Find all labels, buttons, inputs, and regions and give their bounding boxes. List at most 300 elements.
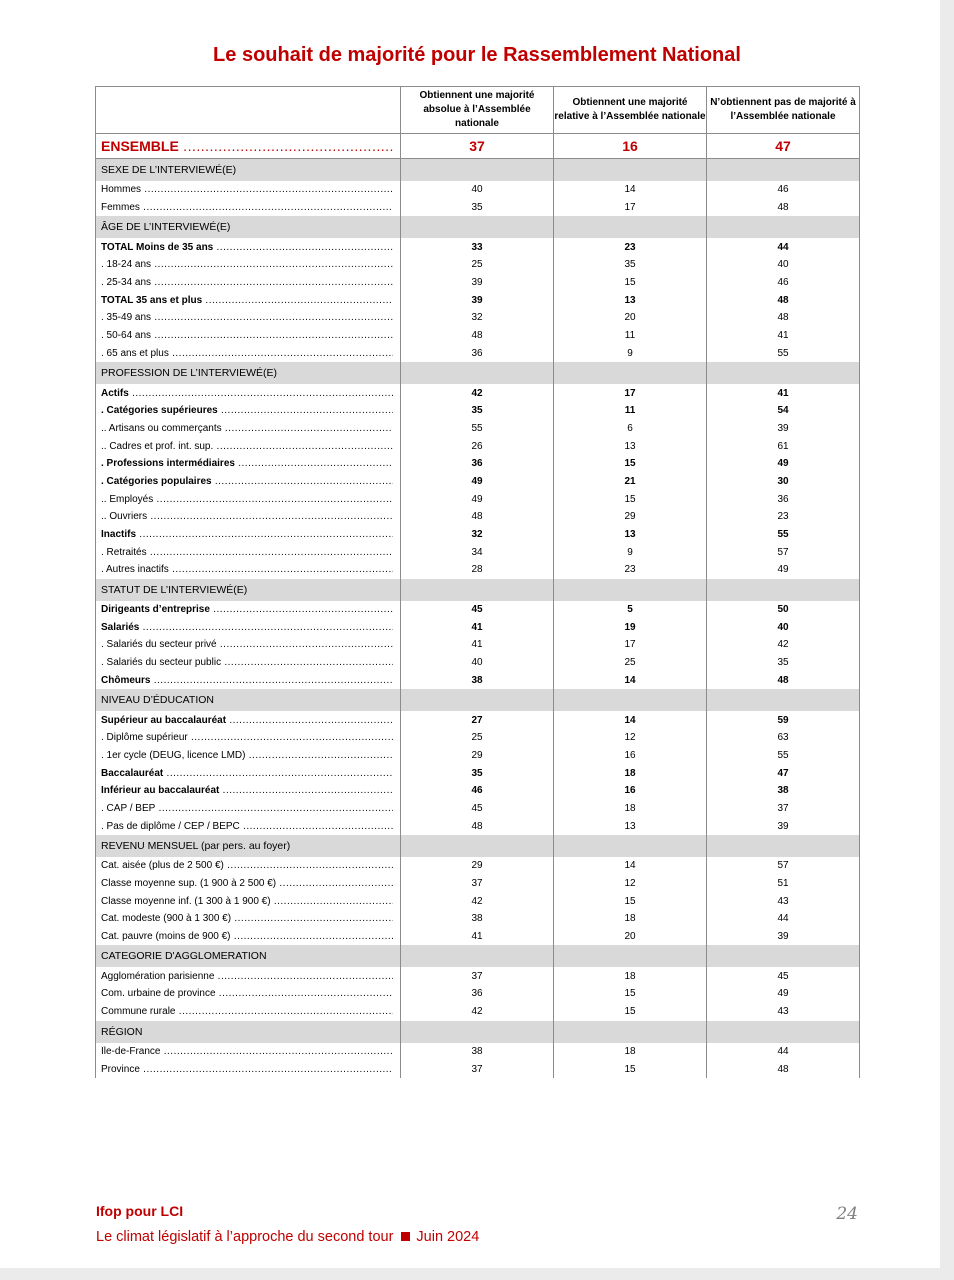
value-cell: 25	[401, 256, 554, 274]
value-cell: 13	[554, 437, 707, 455]
value-cell: 29	[401, 747, 554, 765]
value-cell: 47	[707, 134, 860, 159]
value-cell: 14	[554, 857, 707, 875]
value-cell: 16	[554, 782, 707, 800]
table-row	[96, 711, 860, 729]
value-cell: 48	[707, 672, 860, 690]
row-label	[96, 729, 401, 747]
value-cell: 14	[554, 711, 707, 729]
value-cell: 11	[554, 402, 707, 420]
section-empty-cell	[554, 1021, 707, 1043]
section-empty-cell	[707, 362, 860, 384]
row-label	[96, 817, 401, 835]
value-cell: 46	[707, 181, 860, 199]
section-label-text: RÉGION	[101, 1025, 143, 1038]
value-cell: 48	[707, 199, 860, 217]
section-empty-cell	[554, 362, 707, 384]
table-row	[96, 309, 860, 327]
row-label-text: .. Ouvriers .....	[101, 511, 393, 522]
row-label	[96, 526, 401, 544]
value-cell: 9	[554, 345, 707, 363]
section-label	[96, 216, 401, 238]
row-label	[96, 875, 401, 893]
value-cell: 38	[401, 1043, 554, 1061]
page-number: 24	[836, 1204, 858, 1224]
value-cell: 43	[707, 892, 860, 910]
row-label-text: Agglomération parisienne .....	[101, 971, 393, 982]
section-empty-cell	[707, 945, 860, 967]
row-label	[96, 437, 401, 455]
row-label-text: TOTAL 35 ans et plus .....	[101, 295, 393, 306]
table-row	[96, 543, 860, 561]
table-row	[96, 327, 860, 345]
value-cell: 18	[554, 800, 707, 818]
value-cell: 55	[401, 420, 554, 438]
value-cell: 18	[554, 910, 707, 928]
value-cell: 15	[554, 1003, 707, 1021]
section-label-text: ÂGE DE L’INTERVIEWÉ(E)	[101, 221, 231, 234]
row-label	[96, 256, 401, 274]
value-cell: 42	[401, 384, 554, 402]
row-label-text: Cat. aisée (plus de 2 500 €) .....	[101, 860, 393, 871]
section-empty-cell	[401, 159, 554, 182]
row-label	[96, 1043, 401, 1061]
footer-subtitle-line	[96, 1229, 479, 1245]
table-row	[96, 747, 860, 765]
section-empty-cell	[554, 835, 707, 857]
section-header-row	[96, 362, 860, 384]
value-cell: 36	[401, 345, 554, 363]
value-cell: 35	[401, 199, 554, 217]
row-label-text: . Catégories populaires .....	[101, 476, 393, 487]
row-label-text: Cat. modeste (900 à 1 300 €) .....	[101, 913, 393, 924]
value-cell: 13	[554, 526, 707, 544]
row-label	[96, 420, 401, 438]
value-cell: 48	[707, 309, 860, 327]
value-cell: 46	[707, 274, 860, 292]
footer-subtitle: Le climat législatif à l’approche du second tour	[96, 1229, 394, 1245]
row-label	[96, 672, 401, 690]
table-row	[96, 181, 860, 199]
value-cell: 40	[401, 181, 554, 199]
column-header-no-majority: N’obtiennent pas de majorité à l’Assemblée nationale	[707, 87, 860, 134]
value-cell: 23	[554, 561, 707, 579]
row-label-text: Salariés .....	[101, 622, 393, 633]
table-row	[96, 345, 860, 363]
value-cell: 36	[401, 985, 554, 1003]
value-cell: 23	[707, 508, 860, 526]
value-cell: 44	[707, 238, 860, 256]
row-label	[96, 490, 401, 508]
row-label-text: . 65 ans et plus .....	[101, 348, 393, 359]
row-label	[96, 291, 401, 309]
section-empty-cell	[401, 1021, 554, 1043]
row-label-text: Commune rurale .....	[101, 1006, 393, 1017]
value-cell: 49	[707, 455, 860, 473]
section-label	[96, 945, 401, 967]
value-cell: 61	[707, 437, 860, 455]
row-label	[96, 928, 401, 946]
value-cell: 63	[707, 729, 860, 747]
value-cell: 26	[401, 437, 554, 455]
row-label	[96, 800, 401, 818]
table-row	[96, 291, 860, 309]
header-corner-cell	[96, 87, 401, 134]
section-empty-cell	[707, 159, 860, 182]
section-header-row	[96, 216, 860, 238]
row-label	[96, 274, 401, 292]
value-cell: 59	[707, 711, 860, 729]
section-label-text: NIVEAU D’ÉDUCATION	[101, 694, 214, 707]
row-label	[96, 402, 401, 420]
value-cell: 48	[401, 327, 554, 345]
section-empty-cell	[401, 689, 554, 711]
table-row	[96, 800, 860, 818]
value-cell: 20	[554, 928, 707, 946]
section-empty-cell	[401, 216, 554, 238]
value-cell: 45	[401, 800, 554, 818]
value-cell: 37	[707, 800, 860, 818]
table-row	[96, 817, 860, 835]
section-header-row	[96, 689, 860, 711]
ensemble-row	[96, 134, 860, 159]
row-label	[96, 857, 401, 875]
row-label-text: Supérieur au baccalauréat .....	[101, 715, 393, 726]
value-cell: 49	[401, 490, 554, 508]
value-cell: 35	[707, 654, 860, 672]
value-cell: 44	[707, 910, 860, 928]
value-cell: 19	[554, 618, 707, 636]
section-empty-cell	[554, 945, 707, 967]
section-empty-cell	[707, 579, 860, 601]
row-label	[96, 199, 401, 217]
value-cell: 37	[401, 134, 554, 159]
row-label	[96, 636, 401, 654]
row-label-text: Actifs .....	[101, 388, 393, 399]
table-row	[96, 490, 860, 508]
row-label	[96, 473, 401, 491]
value-cell: 18	[554, 1043, 707, 1061]
row-label-text: Classe moyenne inf. (1 300 à 1 900 €) .....	[101, 896, 393, 907]
row-label-text: . Diplôme supérieur .....	[101, 732, 393, 743]
value-cell: 33	[401, 238, 554, 256]
value-cell: 51	[707, 875, 860, 893]
value-cell: 47	[707, 764, 860, 782]
value-cell: 41	[707, 327, 860, 345]
value-cell: 40	[707, 618, 860, 636]
table-row	[96, 402, 860, 420]
section-empty-cell	[707, 1021, 860, 1043]
row-label-text: Île-de-France .....	[101, 1046, 393, 1057]
value-cell: 35	[401, 402, 554, 420]
value-cell: 48	[707, 1060, 860, 1078]
value-cell: 17	[554, 199, 707, 217]
value-cell: 15	[554, 1060, 707, 1078]
row-label-text: Femmes .....	[101, 202, 393, 213]
row-label	[96, 967, 401, 985]
value-cell: 16	[554, 134, 707, 159]
table-header-row	[96, 87, 860, 134]
value-cell: 34	[401, 543, 554, 561]
row-label-text: Baccalauréat .....	[101, 768, 393, 779]
section-empty-cell	[401, 362, 554, 384]
row-label	[96, 892, 401, 910]
table-row	[96, 985, 860, 1003]
row-label	[96, 985, 401, 1003]
table-row	[96, 1003, 860, 1021]
section-header-row	[96, 1021, 860, 1043]
table-row	[96, 601, 860, 619]
value-cell: 25	[401, 729, 554, 747]
value-cell: 14	[554, 181, 707, 199]
section-empty-cell	[401, 945, 554, 967]
results-table	[95, 86, 860, 1078]
section-empty-cell	[401, 579, 554, 601]
section-label	[96, 579, 401, 601]
row-label	[96, 134, 401, 159]
row-label-text: .. Cadres et prof. int. sup. .....	[101, 441, 393, 452]
table-row	[96, 238, 860, 256]
section-header-row	[96, 579, 860, 601]
table-row	[96, 508, 860, 526]
value-cell: 45	[401, 601, 554, 619]
row-label-text: Chômeurs .....	[101, 675, 393, 686]
row-label	[96, 654, 401, 672]
row-label-text: . 35-49 ans .....	[101, 312, 393, 323]
value-cell: 13	[554, 817, 707, 835]
row-label-text: . 1er cycle (DEUG, licence LMD) .....	[101, 750, 393, 761]
value-cell: 29	[401, 857, 554, 875]
table-row	[96, 928, 860, 946]
value-cell: 45	[707, 967, 860, 985]
row-label-text: Classe moyenne sup. (1 900 à 2 500 €) .....	[101, 878, 393, 889]
value-cell: 9	[554, 543, 707, 561]
value-cell: 50	[707, 601, 860, 619]
row-label-text: Hommes .....	[101, 184, 393, 195]
section-empty-cell	[554, 159, 707, 182]
table-row	[96, 672, 860, 690]
value-cell: 41	[401, 636, 554, 654]
value-cell: 42	[401, 1003, 554, 1021]
value-cell: 57	[707, 857, 860, 875]
value-cell: 38	[401, 910, 554, 928]
row-label-text: ENSEMBLE .....	[101, 138, 393, 154]
value-cell: 43	[707, 1003, 860, 1021]
value-cell: 48	[707, 291, 860, 309]
square-bullet-icon	[401, 1232, 410, 1241]
row-label	[96, 711, 401, 729]
value-cell: 46	[401, 782, 554, 800]
value-cell: 27	[401, 711, 554, 729]
section-label	[96, 159, 401, 182]
table-row	[96, 857, 860, 875]
row-label	[96, 345, 401, 363]
value-cell: 41	[401, 928, 554, 946]
row-label-text: . 50-64 ans .....	[101, 330, 393, 341]
section-label-text: PROFESSION DE L’INTERVIEWÉ(E)	[101, 367, 278, 380]
section-empty-cell	[707, 216, 860, 238]
row-label-text: Province .....	[101, 1064, 393, 1075]
row-label-text: Cat. pauvre (moins de 900 €) .....	[101, 931, 393, 942]
value-cell: 15	[554, 490, 707, 508]
value-cell: 6	[554, 420, 707, 438]
value-cell: 36	[707, 490, 860, 508]
row-label	[96, 1060, 401, 1078]
row-label-text: . Salariés du secteur public .....	[101, 657, 393, 668]
section-empty-cell	[554, 216, 707, 238]
table-row	[96, 910, 860, 928]
value-cell: 32	[401, 526, 554, 544]
value-cell: 41	[707, 384, 860, 402]
value-cell: 48	[401, 508, 554, 526]
row-label-text: . Autres inactifs .....	[101, 564, 393, 575]
row-label	[96, 238, 401, 256]
value-cell: 41	[401, 618, 554, 636]
value-cell: 13	[554, 291, 707, 309]
row-label-text: Com. urbaine de province .....	[101, 988, 393, 999]
table-row	[96, 654, 860, 672]
row-label	[96, 782, 401, 800]
section-header-row	[96, 159, 860, 182]
value-cell: 32	[401, 309, 554, 327]
section-header-row	[96, 945, 860, 967]
section-label-text: STATUT DE L’INTERVIEWÉ(E)	[101, 583, 248, 596]
row-label	[96, 181, 401, 199]
table-row	[96, 782, 860, 800]
value-cell: 11	[554, 327, 707, 345]
section-label	[96, 362, 401, 384]
section-empty-cell	[401, 835, 554, 857]
row-label	[96, 764, 401, 782]
value-cell: 23	[554, 238, 707, 256]
value-cell: 15	[554, 455, 707, 473]
row-label-text: . Retraités .....	[101, 547, 393, 558]
row-label-text: . 25-34 ans .....	[101, 277, 393, 288]
section-label-text: SEXE DE L’INTERVIEWÉ(E)	[101, 164, 237, 176]
value-cell: 55	[707, 526, 860, 544]
section-empty-cell	[707, 835, 860, 857]
row-label	[96, 561, 401, 579]
value-cell: 37	[401, 967, 554, 985]
table-row	[96, 455, 860, 473]
value-cell: 17	[554, 384, 707, 402]
value-cell: 37	[401, 875, 554, 893]
value-cell: 38	[401, 672, 554, 690]
column-header-relative: Obtiennent une majorité relative à l’Assemblée nationale	[554, 87, 707, 134]
value-cell: 30	[707, 473, 860, 491]
value-cell: 55	[707, 345, 860, 363]
table-row	[96, 967, 860, 985]
row-label	[96, 910, 401, 928]
row-label-text: . CAP / BEP .....	[101, 803, 393, 814]
row-label-text: Dirigeants d’entreprise .....	[101, 604, 393, 615]
row-label	[96, 543, 401, 561]
value-cell: 15	[554, 985, 707, 1003]
row-label	[96, 455, 401, 473]
table-row	[96, 199, 860, 217]
value-cell: 44	[707, 1043, 860, 1061]
row-label-text: Inactifs .....	[101, 529, 393, 540]
row-label-text: TOTAL Moins de 35 ans .....	[101, 242, 393, 253]
row-label-text: . Salariés du secteur privé .....	[101, 639, 393, 650]
table-row	[96, 256, 860, 274]
page-edge-shadow	[944, 0, 954, 1280]
value-cell: 28	[401, 561, 554, 579]
table-body	[96, 134, 860, 1078]
table-row	[96, 274, 860, 292]
value-cell: 35	[401, 764, 554, 782]
value-cell: 16	[554, 747, 707, 765]
value-cell: 40	[707, 256, 860, 274]
value-cell: 40	[401, 654, 554, 672]
value-cell: 57	[707, 543, 860, 561]
row-label-text: . Professions intermédiaires .....	[101, 458, 393, 469]
value-cell: 14	[554, 672, 707, 690]
section-empty-cell	[554, 579, 707, 601]
table-row	[96, 437, 860, 455]
value-cell: 39	[707, 928, 860, 946]
section-empty-cell	[707, 689, 860, 711]
table-row	[96, 1060, 860, 1078]
row-label-text: . 18-24 ans .....	[101, 259, 393, 270]
section-label	[96, 689, 401, 711]
table-row	[96, 618, 860, 636]
value-cell: 15	[554, 274, 707, 292]
section-label-text: CATEGORIE D'AGGLOMERATION	[101, 950, 267, 963]
value-cell: 39	[401, 291, 554, 309]
value-cell: 29	[554, 508, 707, 526]
table-row	[96, 526, 860, 544]
value-cell: 49	[707, 561, 860, 579]
value-cell: 15	[554, 892, 707, 910]
value-cell: 38	[707, 782, 860, 800]
value-cell: 49	[707, 985, 860, 1003]
table-row	[96, 1043, 860, 1061]
footer-source: Ifop pour LCI	[96, 1203, 184, 1219]
section-label-text: REVENU MENSUEL (par pers. au foyer)	[101, 840, 291, 852]
value-cell: 37	[401, 1060, 554, 1078]
row-label	[96, 384, 401, 402]
value-cell: 39	[401, 274, 554, 292]
table-row	[96, 384, 860, 402]
column-header-absolute: Obtiennent une majorité absolue à l’Assemblée nationale	[401, 87, 554, 134]
row-label	[96, 618, 401, 636]
section-label	[96, 835, 401, 857]
value-cell: 5	[554, 601, 707, 619]
value-cell: 42	[707, 636, 860, 654]
value-cell: 42	[401, 892, 554, 910]
section-label	[96, 1021, 401, 1043]
table-row	[96, 420, 860, 438]
footer-date: Juin 2024	[416, 1229, 480, 1245]
row-label	[96, 1003, 401, 1021]
row-label-text: .. Employés .....	[101, 494, 393, 505]
table-row	[96, 764, 860, 782]
row-label-text: . Pas de diplôme / CEP / BEPC .....	[101, 821, 393, 832]
value-cell: 18	[554, 764, 707, 782]
table-row	[96, 875, 860, 893]
value-cell: 18	[554, 967, 707, 985]
value-cell: 49	[401, 473, 554, 491]
row-label-text: Inférieur au baccalauréat .....	[101, 785, 393, 796]
row-label	[96, 747, 401, 765]
value-cell: 21	[554, 473, 707, 491]
value-cell: 12	[554, 729, 707, 747]
value-cell: 25	[554, 654, 707, 672]
row-label-text: .. Artisans ou commerçants .....	[101, 423, 393, 434]
value-cell: 35	[554, 256, 707, 274]
row-label	[96, 601, 401, 619]
